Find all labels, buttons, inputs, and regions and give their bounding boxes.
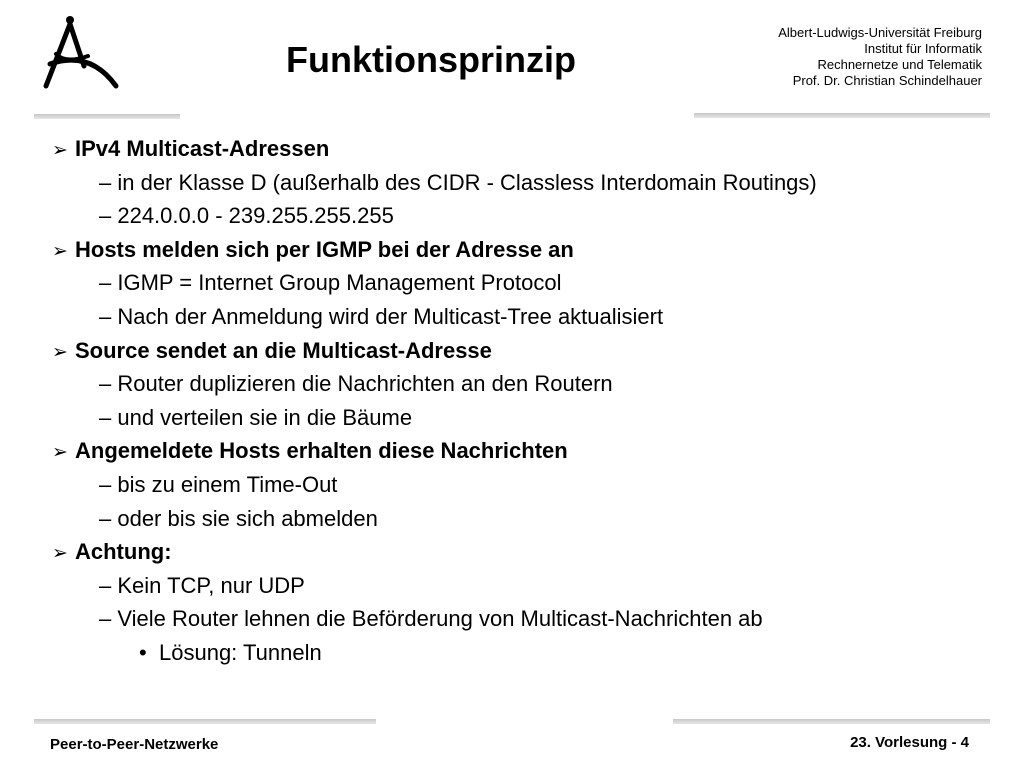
footer-page-number: 23. Vorlesung - 4 [850,734,969,751]
bullet-item [52,434,992,468]
institution-block [778,25,982,89]
bullet-text: Angemeldete Hosts erhalten diese Nachrichten [75,438,568,464]
footer-divider-right [673,719,990,724]
sub-bullet-item: – bis zu einem Time-Out [99,471,338,497]
arrowhead-bullet-icon: ➢ [52,140,68,161]
slide-content [52,132,992,670]
arrowhead-bullet-icon: ➢ [52,240,68,262]
arrowhead-bullet-icon: ➢ [52,341,68,363]
institution-university: Albert-Ludwigs-Universität Freiburg [778,25,982,40]
arrowhead-bullet-icon: ➢ [52,442,68,464]
bullet-item [52,535,992,569]
sub-bullet-item: – 224.0.0.0 - 239.255.255.255 [99,203,394,229]
bullet-text: Achtung: [75,539,172,565]
bullet-item [52,132,992,166]
institution-institute: Institut für Informatik [864,41,982,56]
bullet-item [52,334,992,368]
sub-bullet-item: – Viele Router lehnen die Beförderung von Multicast-Nachrichten ab [99,606,763,632]
bullet-item [52,233,992,267]
arrowhead-bullet-icon: ➢ [52,543,68,565]
sub-bullet-item: – Router duplizieren die Nachrichten an den Routern [99,371,613,397]
university-logo-icon [30,14,130,94]
footer-divider-left [34,719,376,724]
sub-sub-bullet-item [52,636,992,670]
sub-bullet-item: – Kein TCP, nur UDP [99,572,305,598]
footer-course-title: Peer-to-Peer-Netzwerke [50,736,219,753]
institution-department: Rechnernetze und Telematik [817,57,982,72]
sub-bullet-item: – Nach der Anmeldung wird der Multicast-Tree aktualisiert [99,303,664,329]
header-divider-left [34,114,180,119]
sub-sub-bullet-text: Lösung: Tunneln [159,639,322,665]
sub-bullet-item: – oder bis sie sich abmelden [99,505,378,531]
header-divider-right [694,113,990,118]
bullet-text: Source sendet an die Multicast-Adresse [75,337,492,363]
dot-bullet-icon: • [139,639,147,665]
slide-title: Funktionsprinzip [286,39,576,80]
sub-bullet-item: – und verteilen sie in die Bäume [99,404,413,430]
bullet-text: IPv4 Multicast-Adressen [75,136,330,161]
institution-professor: Prof. Dr. Christian Schindelhauer [792,73,982,88]
sub-bullet-item: – in der Klasse D (außerhalb des CIDR - Classless Interdomain Routings) [99,169,817,195]
bullet-text: Hosts melden sich per IGMP bei der Adresse an [75,236,574,262]
sub-bullet-item: – IGMP = Internet Group Management Protocol [99,270,562,296]
